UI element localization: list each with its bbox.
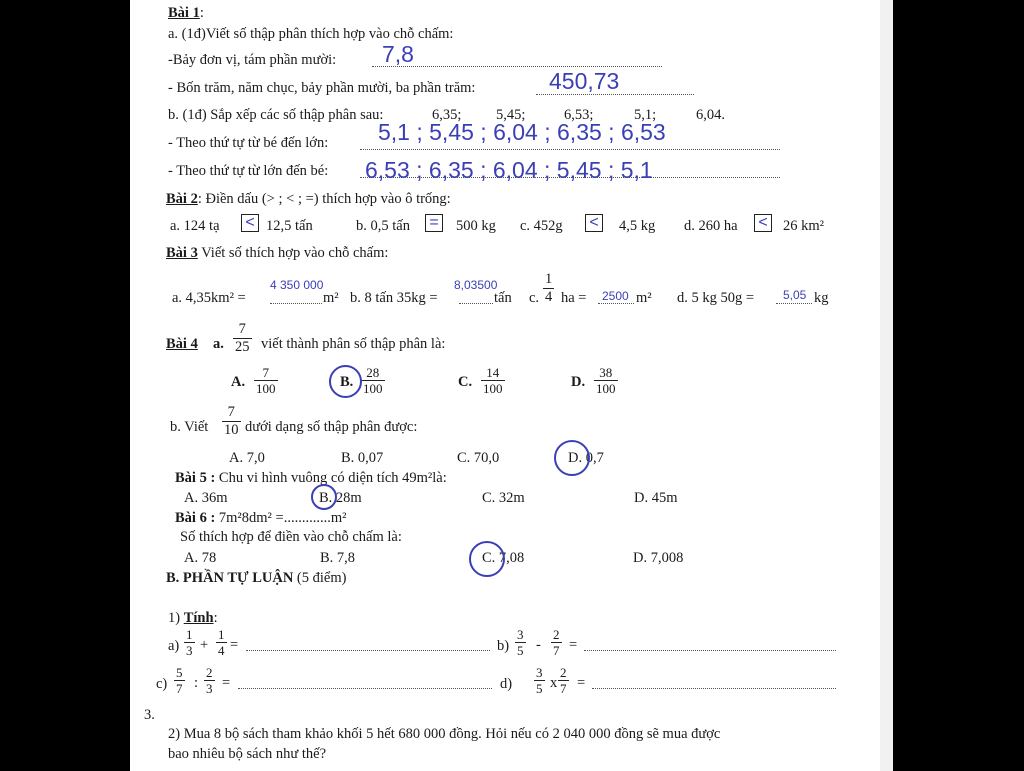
bai6-text: 7m²8dm² =.............m² — [215, 510, 347, 526]
bai1-a-line: a. (1đ)Viết số thập phân thích hợp vào chỗ chấm: — [168, 26, 454, 42]
bai3-d-post: kg — [814, 290, 829, 306]
answer-line — [536, 94, 694, 95]
answer-line[interactable] — [238, 688, 492, 689]
bai6-question: Số thích hợp để điền vào chỗ chấm là: — [180, 529, 402, 545]
number-item: 6,04. — [696, 107, 725, 123]
bai1-heading — [168, 6, 204, 21]
fraction: $\frac{1}{4}$ — [218, 627, 225, 658]
fraction: $\frac{2}{7}$ — [560, 665, 567, 696]
bai2-c-right: 4,5 kg — [619, 218, 656, 234]
bai2-a-right: 12,5 tấn — [266, 218, 313, 234]
equals: = — [222, 675, 231, 691]
equals: = — [577, 675, 586, 691]
bai3-b-pre: b. 8 tấn 35kg = — [350, 290, 438, 306]
answer-line — [598, 303, 634, 304]
tinh-label: Tính — [183, 610, 214, 626]
fraction: $\frac{2}{7}$ — [553, 627, 560, 658]
bai1-colon: : — [199, 5, 204, 21]
bai2-title: Bài 2 — [166, 191, 198, 207]
equals: = — [230, 637, 239, 653]
bai3-a-answer: 4 350 000 — [270, 278, 324, 292]
fraction: $\frac{28}{100}$ — [363, 365, 383, 396]
option-letter: D. — [571, 374, 586, 390]
bai4-b-pre: b. Viết — [170, 419, 209, 435]
bai6-title: Bài 6 : — [175, 510, 216, 526]
operator: - — [536, 637, 541, 653]
bai1-b-line: b. (1đ) Sắp xếp các số thập phân sau: — [168, 107, 384, 123]
number-item: 5,45; — [496, 107, 526, 123]
fraction: $\frac{7}{10}$ — [224, 404, 239, 438]
problem2-line1: 2) Mua 8 bộ sách tham khảo khối 5 hết 680 000 đồng. Hỏi nếu có 2 040 000 đồng sẽ mua được — [168, 726, 721, 742]
bai2-instruction: : Điền dấu (> ; < ; =) thích hợp vào ô trống: — [197, 191, 451, 207]
bai2-d-left: d. 260 ha — [684, 218, 738, 234]
operator: + — [200, 637, 209, 653]
bai3-d-pre: d. 5 kg 50g = — [677, 290, 755, 306]
page-edge — [880, 0, 893, 771]
bai1-a1-answer: 7,8 — [382, 41, 414, 67]
bai3-b-answer: 8,03500 — [454, 278, 498, 292]
fraction: $\frac{7}{25}$ — [235, 321, 250, 355]
bai2-heading — [166, 192, 451, 207]
tinh-number: 1) — [168, 610, 184, 626]
fraction: $\frac{14}{100}$ — [483, 365, 503, 396]
answer-line — [360, 149, 780, 150]
number-item: 5,1; — [634, 107, 657, 123]
equals: = — [569, 637, 578, 653]
selected-answer-circle[interactable] — [469, 541, 505, 577]
selected-answer-circle[interactable] — [311, 484, 337, 510]
bai4-title: Bài 4 — [166, 336, 198, 352]
bai1-a2-label: - Bốn trăm, năm chục, bảy phần mười, ba phần trăm: — [168, 80, 476, 96]
bai3-instruction: Viết số thích hợp vào chỗ chấm: — [197, 245, 389, 261]
compare-box[interactable]: < — [585, 214, 603, 232]
bai5-heading — [175, 471, 447, 486]
tinh-heading — [168, 611, 218, 626]
answer-line — [459, 303, 493, 304]
option-letter: A. — [231, 374, 246, 390]
bai3-b-post: tấn — [494, 290, 512, 306]
answer-line[interactable] — [592, 688, 836, 689]
tinh-c-pre: c) — [156, 676, 168, 692]
bai2-c-left: c. 452g — [520, 218, 563, 234]
option-item: B. 28m — [319, 490, 362, 506]
option-item: C. 32m — [482, 490, 525, 506]
option-item: A. 78 — [184, 550, 217, 566]
compare-box[interactable]: < — [754, 214, 772, 232]
option-item: D. 45m — [634, 490, 678, 506]
fraction: $\frac{3}{5}$ — [517, 627, 524, 658]
option-letter: C. — [458, 374, 473, 390]
selected-answer-circle[interactable] — [329, 365, 362, 398]
bai1-b2-answer: 6,53 ; 6,35 ; 6,04 ; 5,45 ; 5,1 — [365, 157, 653, 183]
part-b-heading — [166, 571, 346, 586]
bai2-b-left: b. 0,5 tấn — [356, 218, 410, 234]
bai2-d-right: 26 km² — [783, 218, 825, 234]
bai6-heading — [175, 511, 346, 526]
selected-answer-circle[interactable] — [554, 440, 590, 476]
fraction: $\frac{7}{100}$ — [256, 365, 276, 396]
option-item: D. 0,7 — [568, 450, 604, 466]
fraction: $\frac{1}{3}$ — [186, 627, 193, 658]
bai1-title: Bài 1 — [168, 5, 200, 21]
bai1-b1-label: - Theo thứ tự từ bé đến lớn: — [168, 135, 329, 151]
bai3-a-pre: a. 4,35km² = — [172, 290, 246, 306]
bai3-d-answer: 5,05 — [783, 288, 807, 302]
answer-line[interactable] — [584, 650, 836, 651]
part-b-points: (5 điểm) — [293, 570, 347, 586]
option-item: B. 0,07 — [341, 450, 384, 466]
option-item: A. 36m — [184, 490, 228, 506]
fraction: $\frac{3}{5}$ — [536, 665, 543, 696]
answer-line — [776, 303, 812, 304]
bai2-b-right: 500 kg — [456, 218, 496, 234]
bai3-c-post: m² — [636, 290, 652, 306]
bai1-b2-label: - Theo thứ tự từ lớn đến bé: — [168, 163, 329, 179]
bai1-a1-label: -Bảy đơn vị, tám phần mười: — [168, 52, 337, 68]
fraction: $\frac{38}{100}$ — [596, 365, 616, 396]
bai4-a-text: viết thành phân số thập phân là: — [261, 336, 446, 352]
tinh-d-pre: d) — [500, 676, 513, 692]
operator: x — [550, 675, 558, 691]
number-item: 6,53; — [564, 107, 594, 123]
number-item: 6,35; — [432, 107, 462, 123]
bai5-title: Bài 5 : — [175, 470, 216, 486]
fraction: $\frac{5}{7}$ — [176, 665, 183, 696]
compare-box[interactable]: = — [425, 214, 443, 232]
fraction: $\frac{2}{3}$ — [206, 665, 213, 696]
option-item: D. 7,008 — [633, 550, 684, 566]
bai3-c-mid: ha = — [561, 290, 587, 306]
answer-line[interactable] — [246, 650, 490, 651]
operator: : — [194, 675, 199, 691]
bai5-text: Chu vi hình vuông có diện tích 49m²là: — [215, 470, 447, 486]
bai2-a-left: a. 124 tạ — [170, 218, 220, 234]
tinh-colon: : — [213, 610, 218, 626]
part-b-title: B. PHẦN TỰ LUẬN — [166, 570, 294, 586]
bai4-a-label: a. — [213, 336, 224, 352]
option-item: C. 7,08 — [482, 550, 525, 566]
tinh-b-pre: b) — [497, 638, 510, 654]
option-item: A. 7,0 — [229, 450, 265, 466]
bai3-a-post: m² — [323, 290, 339, 306]
bai1-b1-answer: 5,1 ; 5,45 ; 6,04 ; 6,35 ; 6,53 — [378, 119, 666, 145]
fraction: $\frac{1}{4}$ — [545, 271, 553, 305]
compare-box[interactable]: < — [241, 214, 259, 232]
answer-line — [270, 303, 322, 304]
bai4-b-text: dưới dạng số thập phân được: — [245, 419, 418, 435]
tinh-a-pre: a) — [168, 638, 180, 654]
option-letter: B. — [340, 374, 354, 390]
problem2-line2: bao nhiêu bộ sách như thế? — [168, 746, 327, 762]
bai1-a2-answer: 450,73 — [549, 68, 620, 94]
section-number: 3. — [144, 707, 155, 723]
bai3-c-pre: c. — [529, 290, 540, 306]
bai3-heading — [166, 246, 388, 261]
option-item: C. 70,0 — [457, 450, 500, 466]
bai3-title: Bài 3 — [166, 245, 198, 261]
option-item: B. 7,8 — [320, 550, 356, 566]
answer-line — [372, 66, 662, 67]
bai3-c-answer: 2500 — [602, 289, 629, 303]
